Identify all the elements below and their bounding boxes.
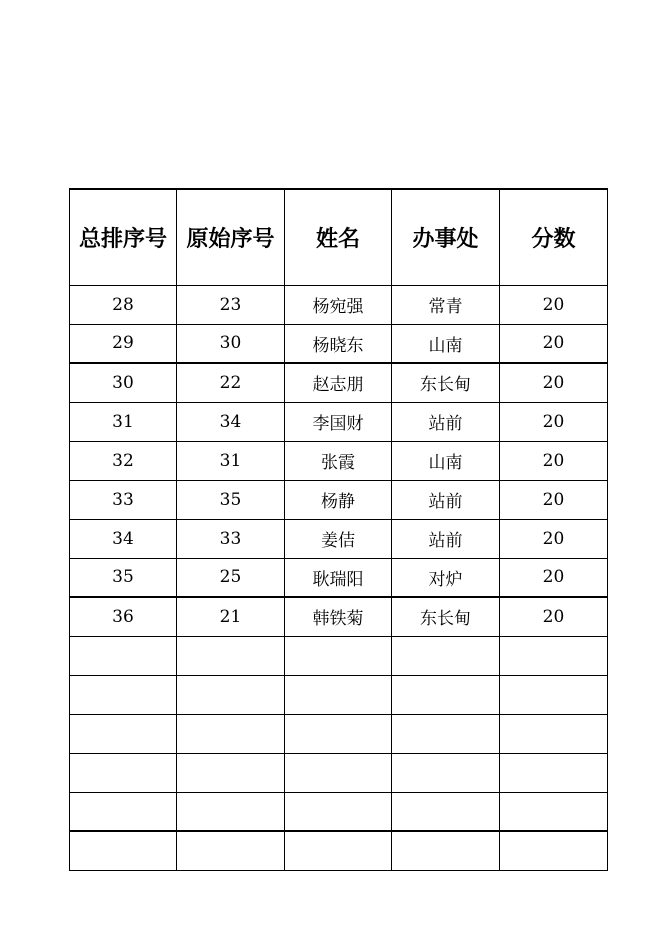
cell-office bbox=[392, 675, 500, 714]
cell-office bbox=[392, 714, 500, 753]
cell-name: 杨晓东 bbox=[285, 324, 392, 363]
cell-total-rank: 35 bbox=[70, 558, 177, 597]
cell-original-number: 31 bbox=[177, 441, 285, 480]
table-row bbox=[70, 753, 608, 792]
cell-score bbox=[500, 792, 608, 831]
header-office: 办事处 bbox=[392, 189, 500, 285]
cell-office bbox=[392, 792, 500, 831]
cell-original-number bbox=[177, 753, 285, 792]
score-table bbox=[69, 188, 608, 871]
cell-office: 站前 bbox=[392, 402, 500, 441]
cell-score bbox=[500, 636, 608, 675]
cell-total-rank: 29 bbox=[70, 324, 177, 363]
cell-total-rank bbox=[70, 636, 177, 675]
cell-original-number: 21 bbox=[177, 597, 285, 636]
cell-score bbox=[500, 753, 608, 792]
cell-name bbox=[285, 753, 392, 792]
cell-office: 山南 bbox=[392, 324, 500, 363]
header-original-number: 原始序号 bbox=[177, 189, 285, 285]
cell-total-rank: 30 bbox=[70, 363, 177, 402]
cell-office bbox=[392, 831, 500, 870]
cell-total-rank: 32 bbox=[70, 441, 177, 480]
cell-score bbox=[500, 831, 608, 870]
cell-original-number: 23 bbox=[177, 285, 285, 324]
cell-office: 站前 bbox=[392, 519, 500, 558]
cell-total-rank: 31 bbox=[70, 402, 177, 441]
cell-total-rank bbox=[70, 753, 177, 792]
cell-office: 东长甸 bbox=[392, 597, 500, 636]
cell-total-rank: 36 bbox=[70, 597, 177, 636]
cell-score: 20 bbox=[500, 441, 608, 480]
cell-original-number: 35 bbox=[177, 480, 285, 519]
table-row bbox=[70, 402, 608, 441]
header-score: 分数 bbox=[500, 189, 608, 285]
cell-original-number: 25 bbox=[177, 558, 285, 597]
table-row bbox=[70, 792, 608, 831]
cell-total-rank: 33 bbox=[70, 480, 177, 519]
table-row bbox=[70, 636, 608, 675]
cell-name: 张霞 bbox=[285, 441, 392, 480]
cell-name: 赵志朋 bbox=[285, 363, 392, 402]
cell-total-rank bbox=[70, 714, 177, 753]
cell-name: 韩铁菊 bbox=[285, 597, 392, 636]
header-row bbox=[70, 189, 608, 285]
cell-total-rank: 28 bbox=[70, 285, 177, 324]
table-row bbox=[70, 675, 608, 714]
cell-name bbox=[285, 636, 392, 675]
cell-score: 20 bbox=[500, 285, 608, 324]
cell-original-number bbox=[177, 675, 285, 714]
cell-score: 20 bbox=[500, 558, 608, 597]
cell-office bbox=[392, 636, 500, 675]
cell-name bbox=[285, 831, 392, 870]
cell-score: 20 bbox=[500, 480, 608, 519]
cell-original-number: 22 bbox=[177, 363, 285, 402]
table-row bbox=[70, 714, 608, 753]
cell-score: 20 bbox=[500, 363, 608, 402]
cell-name bbox=[285, 714, 392, 753]
cell-total-rank: 34 bbox=[70, 519, 177, 558]
cell-original-number: 30 bbox=[177, 324, 285, 363]
cell-total-rank bbox=[70, 792, 177, 831]
cell-score: 20 bbox=[500, 519, 608, 558]
cell-office: 山南 bbox=[392, 441, 500, 480]
cell-original-number: 33 bbox=[177, 519, 285, 558]
cell-original-number: 34 bbox=[177, 402, 285, 441]
cell-office: 站前 bbox=[392, 480, 500, 519]
cell-name: 耿瑞阳 bbox=[285, 558, 392, 597]
header-name: 姓名 bbox=[285, 189, 392, 285]
cell-original-number bbox=[177, 831, 285, 870]
cell-name: 杨静 bbox=[285, 480, 392, 519]
cell-total-rank bbox=[70, 831, 177, 870]
cell-total-rank bbox=[70, 675, 177, 714]
cell-original-number bbox=[177, 792, 285, 831]
cell-original-number bbox=[177, 636, 285, 675]
cell-office bbox=[392, 753, 500, 792]
cell-name: 杨宛强 bbox=[285, 285, 392, 324]
cell-name: 姜佶 bbox=[285, 519, 392, 558]
cell-score bbox=[500, 714, 608, 753]
cell-score: 20 bbox=[500, 402, 608, 441]
cell-score bbox=[500, 675, 608, 714]
cell-name bbox=[285, 792, 392, 831]
table-row bbox=[70, 441, 608, 480]
table-row bbox=[70, 831, 608, 870]
table-row bbox=[70, 285, 608, 324]
cell-office: 常青 bbox=[392, 285, 500, 324]
table-row bbox=[70, 324, 608, 363]
table-row bbox=[70, 597, 608, 636]
cell-name bbox=[285, 675, 392, 714]
cell-office: 东长甸 bbox=[392, 363, 500, 402]
header-total-rank: 总排序号 bbox=[70, 189, 177, 285]
table-row bbox=[70, 558, 608, 597]
table-row bbox=[70, 363, 608, 402]
cell-office: 对炉 bbox=[392, 558, 500, 597]
cell-score: 20 bbox=[500, 597, 608, 636]
cell-original-number bbox=[177, 714, 285, 753]
table-row bbox=[70, 480, 608, 519]
cell-name: 李国财 bbox=[285, 402, 392, 441]
cell-score: 20 bbox=[500, 324, 608, 363]
table-row bbox=[70, 519, 608, 558]
